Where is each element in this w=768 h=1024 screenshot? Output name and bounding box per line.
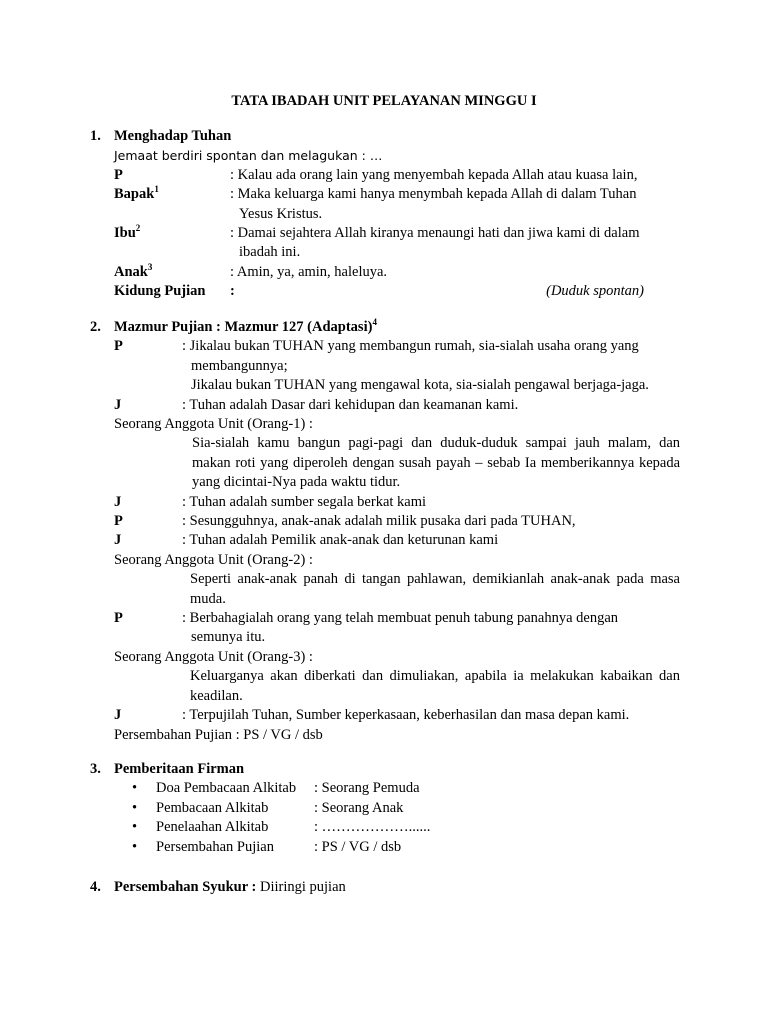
section-number: 4. [90, 879, 101, 895]
stage-direction: (Duduk spontan) [546, 283, 644, 300]
section-menghadap-tuhan [90, 127, 680, 302]
section-number: 2. [90, 319, 101, 335]
liturgy-text: : Sesungguhnya, anak-anak adalah milik pusaka dari pada TUHAN, [182, 513, 576, 530]
liturgy-text: : Tuhan adalah Dasar dari kehidupan dan keamanan kami. [182, 396, 519, 413]
speaker-label: P [114, 166, 123, 183]
list-item-value: : Seorang Pemuda [314, 780, 420, 797]
reader-heading: Seorang Anggota Unit (Orang-1) : [114, 416, 313, 433]
speaker-label: Kidung Pujian [114, 283, 206, 300]
section-mazmur-pujian [90, 318, 680, 745]
list-item-value: : PS / VG / dsb [314, 838, 402, 855]
liturgy-text: : Damai sejahtera Allah kiranya menaungi hati dan jiwa kami di dalam ibadah ini. [230, 225, 640, 261]
section-heading [90, 318, 680, 337]
footnote-marker: 3 [147, 262, 153, 272]
liturgy-line [114, 512, 680, 531]
section-heading [90, 760, 680, 779]
footnote-marker: 2 [135, 223, 141, 234]
liturgy-line [114, 396, 680, 415]
liturgy-line [114, 609, 680, 648]
list-item [90, 838, 680, 857]
speaker-label: J [114, 493, 122, 510]
reader-text: Seperti anak-anak panah di tangan pahlawan, demikianlah anak-anak pada masa muda. [190, 571, 680, 607]
liturgy-line [114, 493, 680, 512]
speaker-label: Anak$^3$ [114, 262, 153, 280]
liturgy-text: : Kalau ada orang lain yang menyembah kepada Allah atau kuasa lain, [230, 166, 638, 183]
section-intro: Jemaat berdiri spontan dan melagukan : … [114, 148, 383, 164]
liturgy-line [114, 531, 680, 550]
section-number: 3. [90, 761, 101, 777]
bullet-icon: • [132, 780, 138, 797]
liturgy-text: : Tuhan adalah sumber segala berkat kami [182, 493, 427, 510]
list-item-label: Doa Pembacaan Alkitab [156, 780, 297, 797]
liturgy-line [114, 166, 680, 185]
liturgy-line [114, 337, 680, 395]
section-note: Diiringi pujian [256, 879, 346, 895]
footnote-marker: 4 [372, 317, 377, 328]
section-pemberitaan-firman [90, 760, 680, 857]
list-item-value: : Seorang Anak [314, 799, 404, 816]
section-title: Persembahan Syukur : [114, 879, 257, 895]
list-item-label: Penelaahan Alkitab [156, 819, 269, 836]
list-item [90, 799, 680, 818]
liturgy-line [114, 224, 680, 263]
section-title: Pemberitaan Firman [114, 761, 245, 777]
offering-line: Persembahan Pujian : PS / VG / dsb [114, 726, 323, 743]
speaker-label: P [114, 610, 123, 627]
bullet-icon: • [132, 838, 138, 855]
section-title: Mazmur Pujian : Mazmur 127 (Adaptasi) [114, 319, 373, 335]
liturgy-text: : Tuhan adalah Pemilik anak-anak dan keturunan kami [182, 532, 499, 549]
liturgy-text: : (Duduk spontan) [230, 282, 680, 301]
speaker-label: J [114, 396, 122, 413]
section-heading [90, 127, 680, 146]
speaker-label: Ibu$^2$ [114, 223, 141, 242]
bullet-list [90, 779, 680, 857]
liturgy-text: : Amin, ya, amin, haleluya. [230, 263, 388, 280]
reader-text: Keluarganya akan diberkati dan dimuliakan, apabila ia melakukan kabaikan dan keadilan. [190, 668, 680, 704]
list-item-label: Persembahan Pujian [156, 838, 274, 855]
liturgy-text: : Maka keluarga kami hanya menymbah kepada Allah di dalam Tuhan Yesus Kristus. [230, 186, 637, 222]
bullet-icon: • [132, 799, 138, 816]
list-item [90, 779, 680, 798]
list-item-label: Pembacaan Alkitab [156, 799, 269, 816]
reader-text: Sia-sialah kamu bangun pagi-pagi dan duduk-duduk sampai jauh malam, dan makan roti yang diperoleh dengan susah payah – sebab Ia memberikannya kepada yang dicintai-Nya pada waktu tidur. [192, 435, 680, 491]
speaker-label: Bapak$^1$ [114, 184, 159, 203]
liturgy-text: : Berbahagialah orang yang telah membuat penuh tabung panahnya dengan semunya itu. [182, 610, 619, 646]
bullet-icon: • [132, 819, 138, 836]
list-item [90, 818, 680, 837]
speaker-label: J [114, 707, 122, 724]
reader-heading: Seorang Anggota Unit (Orang-3) : [114, 648, 313, 665]
liturgy-text: : Jikalau bukan TUHAN yang membangun rumah, sia-sialah usaha orang yang membangunnya; Jikalau bukan TUHAN yang mengawal kota, sia-sialah pengawal berjaga-jaga. [182, 338, 649, 394]
section-title: Menghadap Tuhan [114, 128, 232, 144]
footnote-marker: 1 [154, 184, 159, 195]
speaker-label: P [114, 338, 123, 355]
section-number: 1. [90, 128, 101, 144]
liturgy-line [114, 282, 680, 301]
liturgy-line [114, 263, 680, 282]
speaker-label: P [114, 513, 123, 530]
section-heading [90, 878, 680, 897]
liturgy-text: : Terpujilah Tuhan, Sumber keperkasaan, keberhasilan dan masa depan kami. [182, 707, 630, 724]
list-item-value: : ………………...... [314, 819, 431, 836]
liturgy-line [114, 706, 680, 725]
liturgy-line [114, 185, 680, 224]
document-title: TATA IBADAH UNIT PELAYANAN MINGGU I [231, 93, 537, 109]
reader-heading: Seorang Anggota Unit (Orang-2) : [114, 551, 313, 568]
section-persembahan-syukur [90, 878, 680, 897]
speaker-label: J [114, 532, 122, 549]
